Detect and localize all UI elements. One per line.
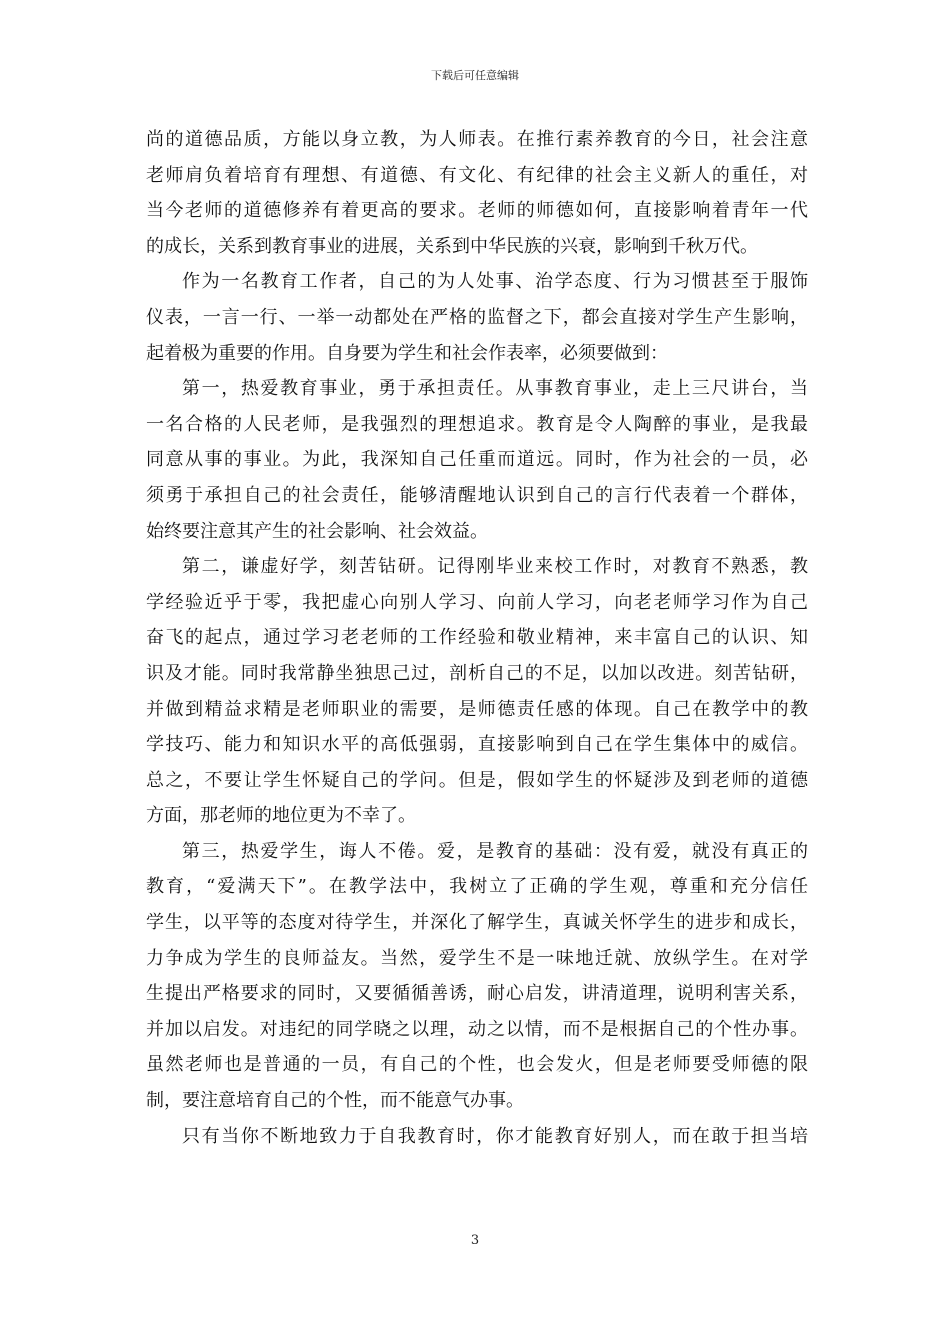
- body-text: [146, 122, 808, 1154]
- paragraph-4: [146, 549, 808, 834]
- paragraph-1: [146, 122, 808, 264]
- text-line: 学生，以平等的态度对待学生，并深化了解学生，真诚关怀学生的进步和成长，: [146, 912, 808, 934]
- text-line: 须勇于承担自己的社会责任，能够清醒地认识到自己的言行代表着一个群体，: [146, 484, 808, 506]
- text-line: 老师肩负着培育有理想、有道德、有文化、有纪律的社会主义新人的重任，对: [146, 164, 808, 186]
- paragraph-5: [146, 834, 808, 1119]
- text-line: 尚的道德品质，方能以身立教，为人师表。在推行素养教育的今日，社会注意: [146, 129, 808, 150]
- text-line: 同意从事的事业。为此，我深知自己任重而道远。同时，作为社会的一员，必: [146, 449, 808, 471]
- text-line: 始终要注意其产生的社会影响、社会效益。: [146, 520, 488, 542]
- page-number: 3: [470, 1233, 480, 1248]
- text-line: 第一，热爱教育事业，勇于承担责任。从事教育事业，走上三尺讲台，当: [182, 378, 808, 400]
- paragraph-2: [146, 264, 808, 371]
- text-line: 当今老师的道德修养有着更高的要求。老师的师德如何，直接影响着青年一代: [146, 200, 808, 222]
- text-line: 力争成为学生的良师益友。当然，爱学生不是一味地迁就、放纵学生。在对学: [146, 947, 808, 969]
- text-line: 识及才能。同时我常静坐独思己过，剖析自己的不足，以加以改进。刻苦钻研，: [146, 662, 808, 684]
- text-line: 方面，那老师的地位更为不幸了。: [146, 805, 416, 827]
- text-line: 虽然老师也是普通的一员，有自己的个性，也会发火，但是老师要受师德的限: [146, 1054, 808, 1076]
- text-line: 奋飞的起点，通过学习老老师的工作经验和敬业精神，来丰富自己的认识、知: [146, 627, 808, 649]
- text-line: 的成长，关系到教育事业的进展，关系到中华民族的兴衰，影响到千秋万代。: [146, 235, 758, 257]
- text-line: 并加以启发。对违纪的同学晓之以理，动之以情，而不是根据自己的个性办事。: [146, 1018, 808, 1040]
- text-line: 作为一名教育工作者，自己的为人处事、治学态度、行为习惯甚至于服饰: [182, 271, 808, 293]
- paragraph-6: [146, 1119, 808, 1155]
- text-line: 一名合格的人民老师，是我强烈的理想追求。教育是令人陶醉的事业，是我最: [146, 413, 808, 435]
- text-line: 总之，不要让学生怀疑自己的学问。但是，假如学生的怀疑涉及到老师的道德: [146, 769, 808, 791]
- paragraph-3: [146, 371, 808, 549]
- text-line: 教育，“爱满天下”。在教学法中，我树立了正确的学生观，尊重和充分信任: [146, 876, 808, 898]
- text-line: 仪表，一言一行、一举一动都处在严格的监督之下，都会直接对学生产生影响，: [146, 306, 808, 328]
- text-line: 只有当你不断地致力于自我教育时，你才能教育好别人，而在敢于担当培: [182, 1125, 808, 1147]
- page-header: 下载后可任意编辑: [431, 69, 519, 82]
- text-line: 学经验近乎于零，我把虚心向别人学习、向前人学习，向老老师学习作为自己: [146, 591, 808, 613]
- text-line: 生提出严格要求的同时，又要循循善诱，耐心启发，讲清道理，说明利害关系，: [146, 983, 808, 1005]
- text-line: 制，要注意培育自己的个性，而不能意气办事。: [146, 1090, 524, 1112]
- text-line: 第三，热爱学生，诲人不倦。爱，是教育的基础：没有爱，就没有真正的: [182, 840, 808, 862]
- text-line: 并做到精益求精是老师职业的需要，是师德责任感的体现。自己在教学中的教: [146, 698, 808, 720]
- text-line: 起着极为重要的作用。自身要为学生和社会作表率，必须要做到：: [146, 342, 668, 364]
- text-line: 学技巧、能力和知识水平的高低强弱，直接影响到自己在学生集体中的威信。: [146, 734, 808, 756]
- text-line: 第二，谦虚好学，刻苦钻研。记得刚毕业来校工作时，对教育不熟悉，教: [182, 556, 808, 578]
